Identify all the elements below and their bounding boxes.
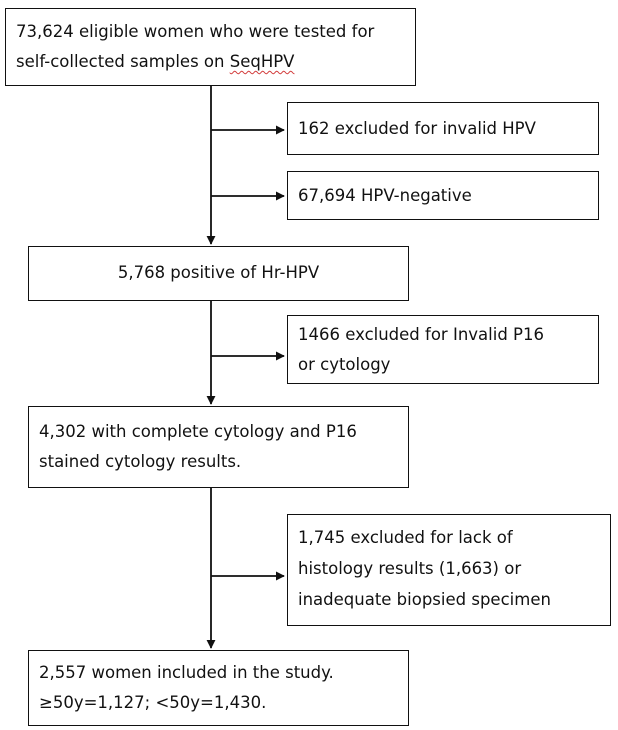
exclusion-invalid-hpv-text: 162 excluded for invalid HPV [298,119,536,138]
exclusion-lack-histology-line2: histology results (1,663) or [298,559,522,578]
step-eligible-women-line2 [16,47,405,77]
step-complete-cytology-line1: 4,302 with complete cytology and P16 [39,422,357,441]
exclusion-invalid-p16-box [287,315,599,384]
step-included-women-line2: ≥50y=1,127; <50y=1,430. [39,693,267,712]
step-included-women-line1: 2,557 women included in the study. [39,663,334,682]
exclusion-lack-histology-box [287,514,611,626]
exclusion-invalid-p16-line2: or cytology [298,355,391,374]
exclusion-hpv-negative-box [287,171,599,220]
step-positive-hr-hpv-text: 5,768 positive of Hr-HPV [117,263,320,282]
step-eligible-women-line1: 73,624 eligible women who were tested for [16,22,375,41]
exclusion-invalid-p16-line1: 1466 excluded for Invalid P16 [298,325,544,344]
step-included-women-box [28,650,409,726]
step-eligible-women-line2-text: self-collected samples on [16,52,230,71]
exclusion-lack-histology-line3: inadequate biopsied specimen [298,590,551,609]
exclusion-lack-histology-line1: 1,745 excluded for lack of [298,528,513,547]
step-complete-cytology-line2: stained cytology results. [39,452,242,471]
exclusion-invalid-hpv-box [287,102,599,155]
exclusion-hpv-negative-text: 67,694 HPV-negative [298,186,472,205]
spellcheck-flagged-word: SeqHPV [229,52,295,71]
step-eligible-women-box [5,8,416,86]
step-positive-hr-hpv-box [28,246,409,301]
step-complete-cytology-box [28,406,409,488]
